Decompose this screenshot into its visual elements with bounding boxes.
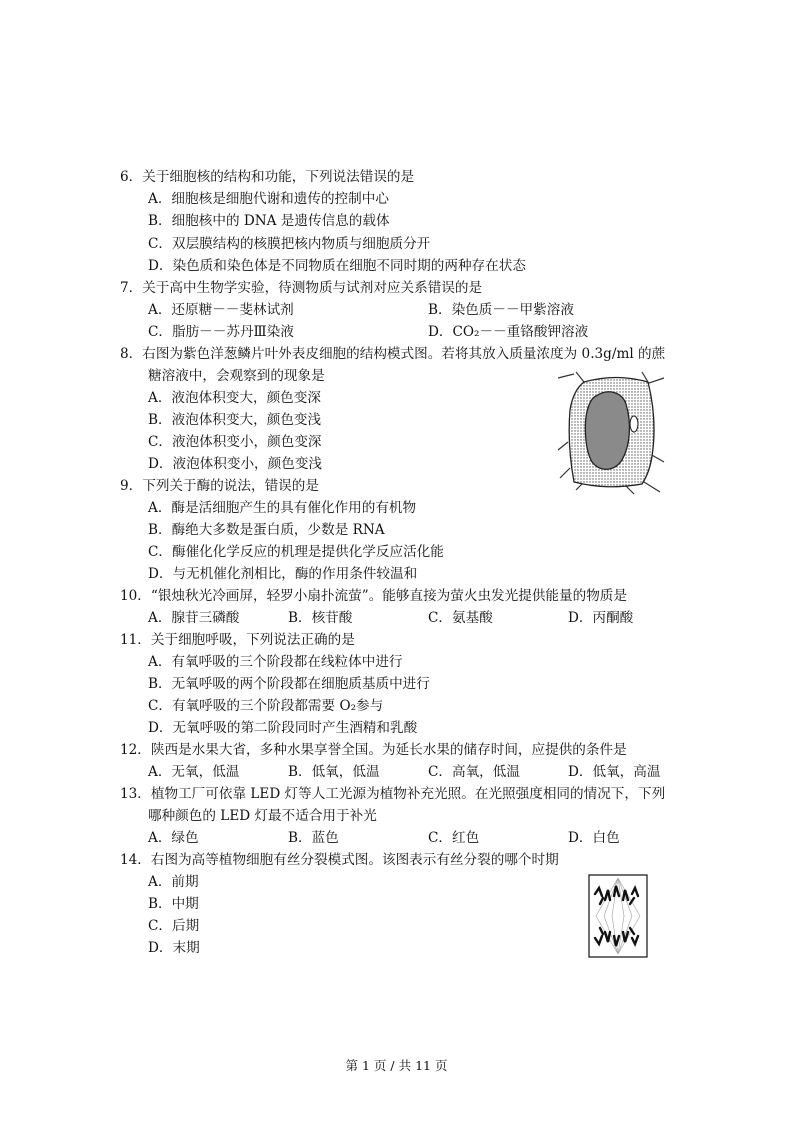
question-6-option-a: A．细胞核是细胞代谢和遗传的控制中心 <box>148 191 389 207</box>
question-14-stem: 14．右图为高等植物细胞有丝分裂模式图。该图表示有丝分裂的哪个时期 <box>120 852 559 868</box>
question-12-stem: 12．陕西是水果大省，多种水果享誉全国。为延长水果的储存时间，应提供的条件是 <box>120 742 627 758</box>
question-8-stem-line-2: 糖溶液中，会观察到的现象是 <box>148 368 325 384</box>
question-10-option-c: C．氨基酸 <box>428 610 493 626</box>
question-10-option-d: D．丙酮酸 <box>568 610 634 626</box>
question-14-option-d: D．末期 <box>148 940 200 956</box>
question-12-option-c: C．高氧，低温 <box>428 764 520 780</box>
question-12-option-a: A．无氧，低温 <box>148 764 240 780</box>
question-13-option-d: D．白色 <box>568 830 620 846</box>
question-6-option-b: B．细胞核中的 DNA 是遗传信息的载体 <box>148 213 390 229</box>
question-7-stem: 7．关于高中生物学实验，待测物质与试剂对应关系错误的是 <box>120 280 483 296</box>
nucleus <box>630 416 638 432</box>
question-8-option-c: C．液泡体积变小，颜色变深 <box>148 434 322 450</box>
question-10-option-b: B．核苷酸 <box>288 610 353 626</box>
question-9-option-b: B．酶绝大多数是蛋白质，少数是 RNA <box>148 522 385 538</box>
question-7-option-b: B．染色质－－甲紫溶液 <box>428 302 574 318</box>
question-11-option-a: A．有氧呼吸的三个阶段都在线粒体中进行 <box>148 654 403 670</box>
page-footer: 第 1 页 / 共 11 页 <box>345 1058 448 1073</box>
question-9-option-d: D．与无机催化剂相比，酶的作用条件较温和 <box>148 566 418 582</box>
question-11-option-d: D．无氧呼吸的第二阶段同时产生酒精和乳酸 <box>148 720 418 736</box>
question-11-option-c: C．有氧呼吸的三个阶段都需要 O₂参与 <box>148 698 384 714</box>
question-14-option-c: C．后期 <box>148 918 200 934</box>
question-11-stem: 11．关于细胞呼吸，下列说法正确的是 <box>120 632 355 648</box>
question-13-stem-line-1: 13．植物工厂可依靠 LED 灯等人工光源为植物补充光照。在光照强度相同的情况下，下列 <box>120 786 666 802</box>
question-13-option-a: A．绿色 <box>148 830 199 846</box>
question-13-stem-line-2: 哪种颜色的 LED 灯最不适合用于补光 <box>148 808 377 824</box>
question-11-option-b: B．无氧呼吸的两个阶段都在细胞质基质中进行 <box>148 676 430 692</box>
question-13-option-c: C．红色 <box>428 830 480 846</box>
question-8-option-d: D．液泡体积变小，颜色变浅 <box>148 456 323 472</box>
question-13-option-b: B．蓝色 <box>288 830 339 846</box>
question-14-option-a: A．前期 <box>148 874 199 890</box>
question-12-option-b: B．低氧，低温 <box>288 764 380 780</box>
question-8-stem-line-1: 8．右图为紫色洋葱鳞片叶外表皮细胞的结构模式图。若将其放入质量浓度为 0.3g/ml 的蔗 <box>120 346 666 362</box>
cell-outline <box>589 875 647 957</box>
question-8-option-a: A．液泡体积变大，颜色变深 <box>148 390 321 406</box>
question-14-option-b: B．中期 <box>148 896 199 912</box>
vacuole <box>585 392 629 469</box>
onion-cell-diagram <box>556 370 666 496</box>
question-6-option-d: D．染色质和染色体是不同物质在细胞不同时期的两种存在状态 <box>148 258 526 274</box>
question-6-stem: 6．关于细胞核的结构和功能，下列说法错误的是 <box>120 169 415 185</box>
question-10-option-a: A．腺苷三磷酸 <box>148 610 240 626</box>
question-12-option-d: D．低氧，高温 <box>568 764 661 780</box>
mitosis-cell-diagram <box>588 874 648 958</box>
question-7-option-c: C．脂肪－－苏丹Ⅲ染液 <box>148 324 294 340</box>
question-7-option-a: A．还原糖－－斐林试剂 <box>148 302 294 318</box>
question-9-option-c: C．酶催化化学反应的机理是提供化学反应活化能 <box>148 544 444 560</box>
question-9-stem: 9．下列关于酶的说法，错误的是 <box>120 478 319 494</box>
question-8-option-b: B．液泡体积变大，颜色变浅 <box>148 412 322 428</box>
question-10-stem: 10．“银烛秋光冷画屏，轻罗小扇扑流萤”。能够直接为萤火虫发光提供能量的物质是 <box>120 588 627 604</box>
question-7-option-d: D．CO₂－－重铬酸钾溶液 <box>428 324 589 340</box>
question-9-option-a: A．酶是活细胞产生的具有催化作用的有机物 <box>148 500 417 516</box>
question-6-option-c: C．双层膜结构的核膜把核内物质与细胞质分开 <box>148 236 431 252</box>
